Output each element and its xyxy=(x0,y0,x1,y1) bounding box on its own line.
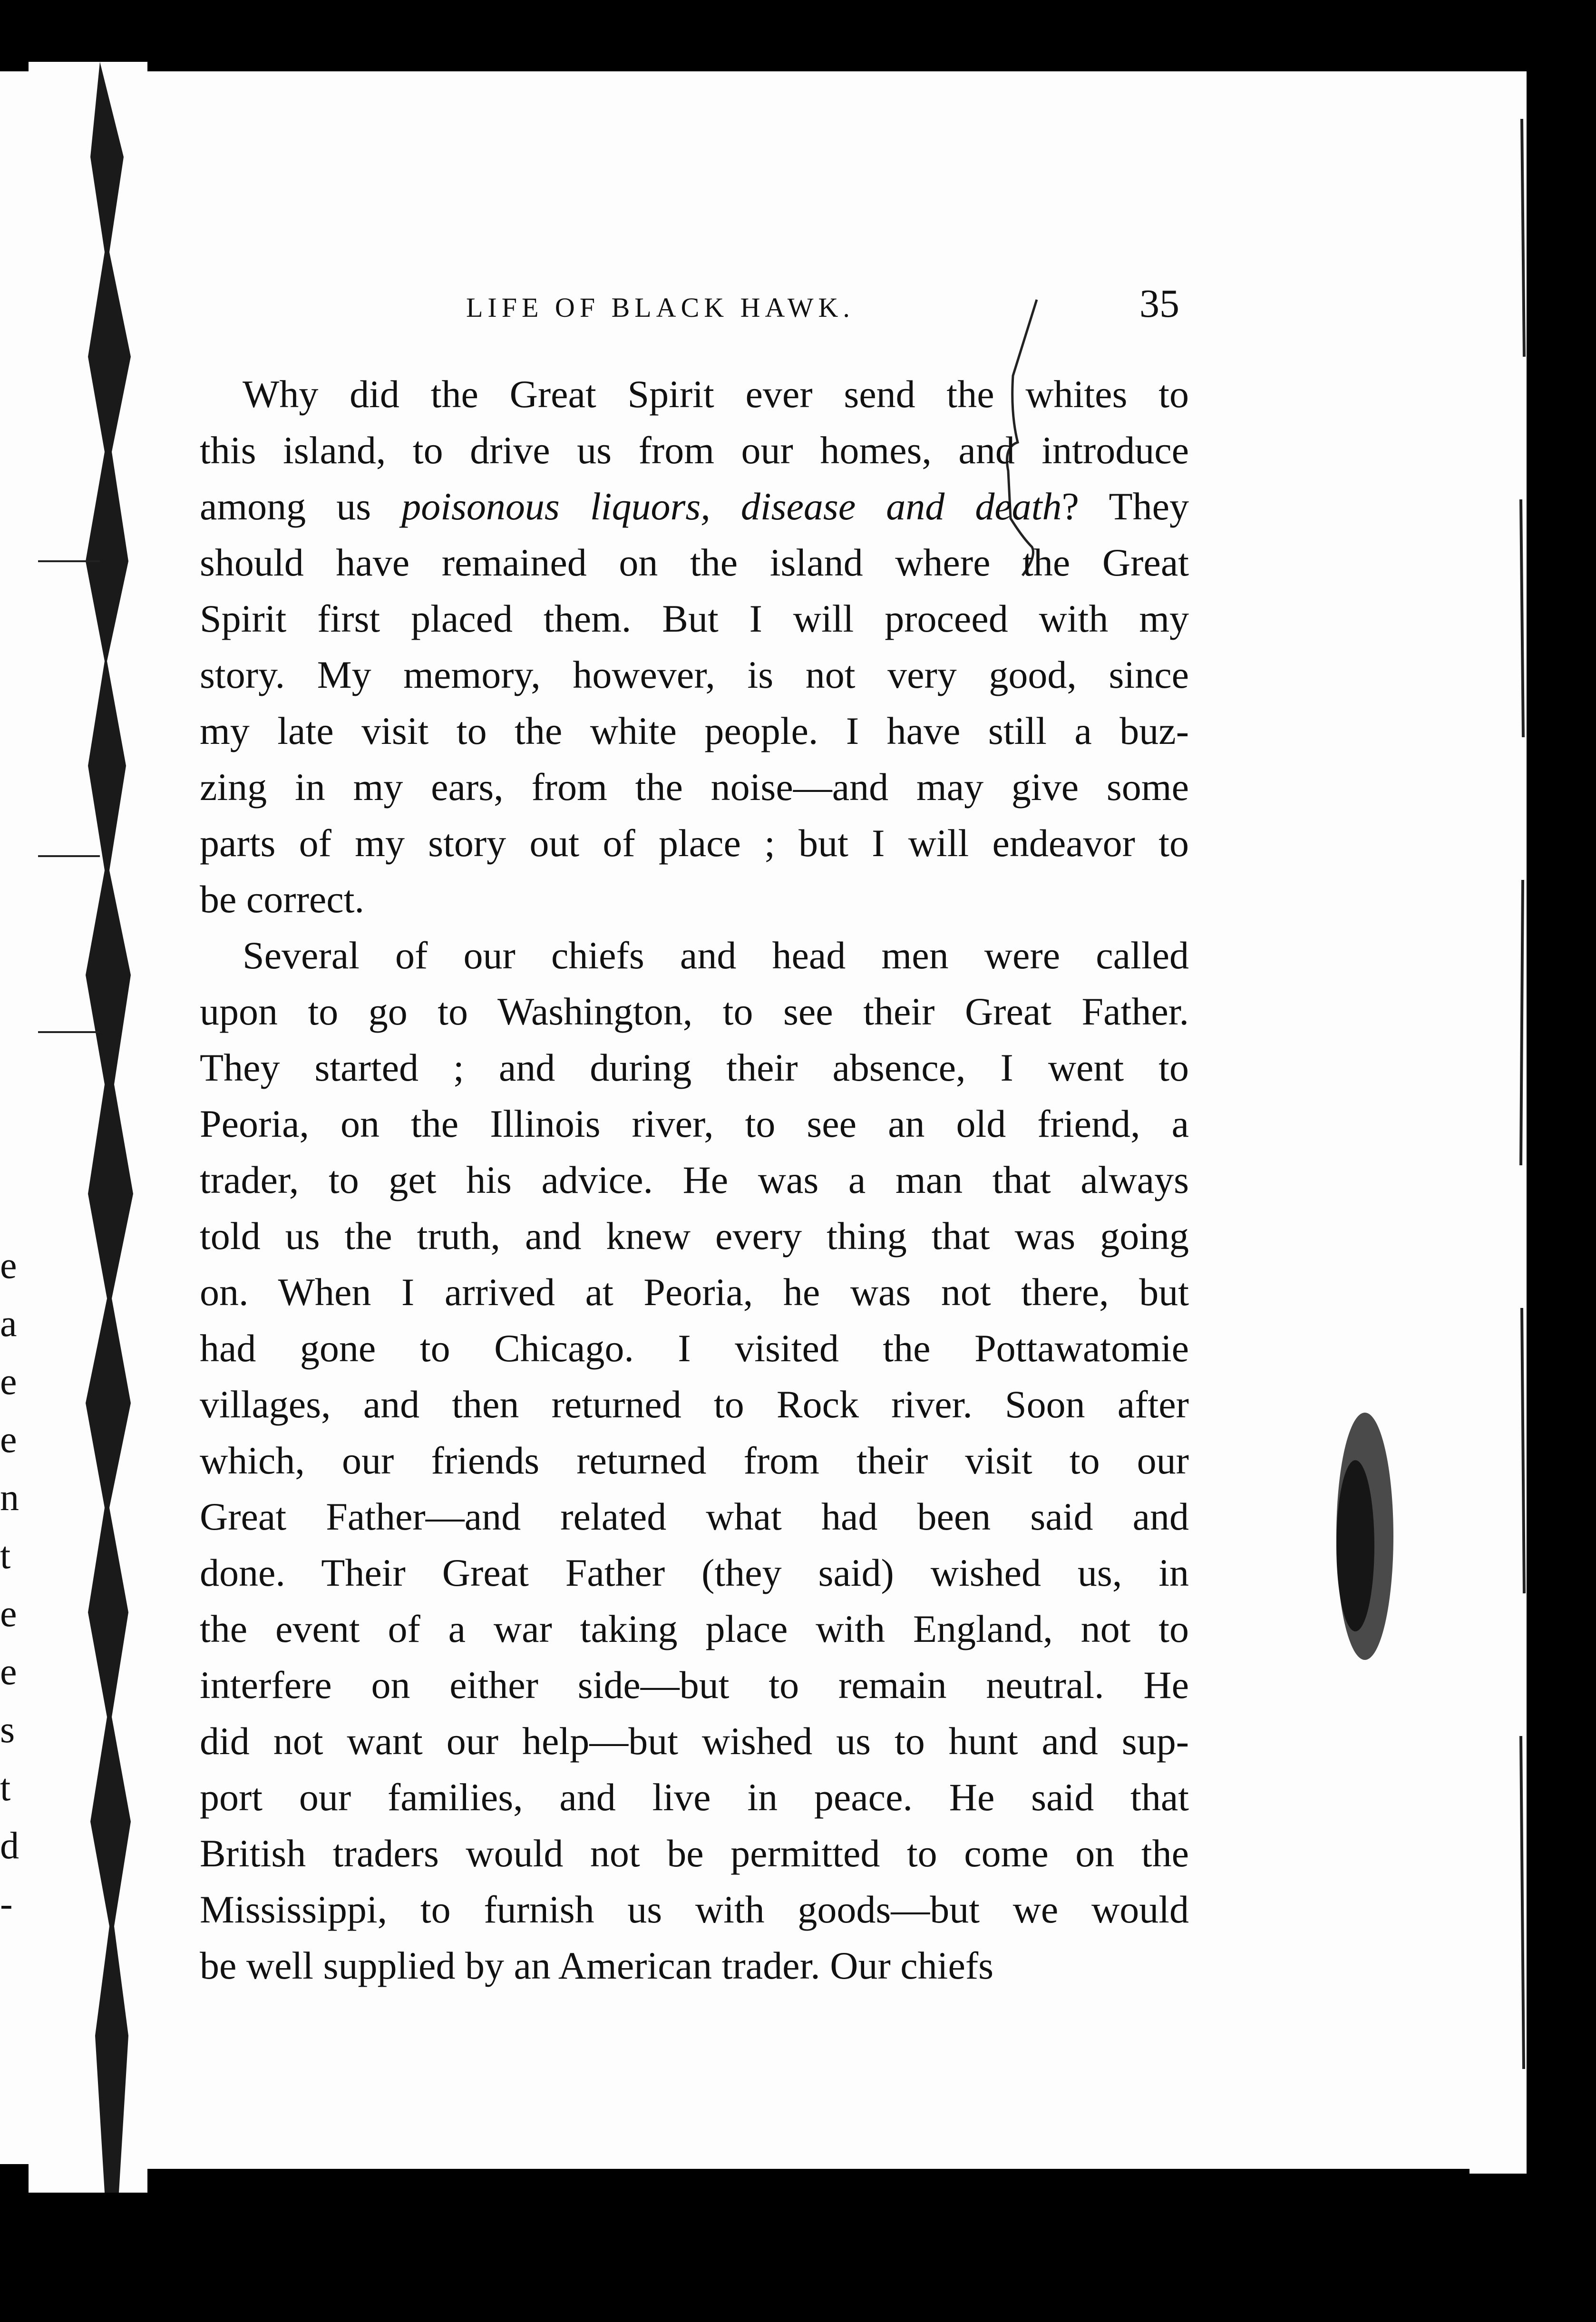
adjacent-page-letter: e xyxy=(0,1361,17,1403)
text-segment: interfere on either side—but to remain neutral. He xyxy=(200,1663,1189,1707)
text-line xyxy=(200,1320,1189,1376)
text-line xyxy=(200,1376,1189,1433)
text-segment: villages, and then returned to Rock river. Soon after xyxy=(200,1383,1189,1426)
text-line xyxy=(200,1040,1189,1096)
text-segment: did not want our help—but wished us to hunt and sup- xyxy=(200,1719,1189,1763)
text-line xyxy=(200,1713,1189,1769)
adjacent-page-letter: a xyxy=(0,1303,17,1345)
adjacent-page-letter: e xyxy=(0,1651,17,1693)
text-segment: ? They xyxy=(1061,485,1189,528)
page-number: 35 xyxy=(1139,282,1179,326)
text-segment: had gone to Chicago. I visited the Pottawatomie xyxy=(200,1327,1189,1370)
adjacent-page-letter: s xyxy=(0,1709,15,1751)
text-segment: Great Father—and related what had been said and xyxy=(200,1495,1189,1538)
text-segment: be well supplied by an American trader. Our chiefs xyxy=(200,1944,994,1987)
text-segment: told us the truth, and knew every thing that was going xyxy=(200,1214,1189,1258)
adjacent-page-letter: t xyxy=(0,1535,11,1577)
text-line xyxy=(200,1601,1189,1657)
adjacent-page-letter: e xyxy=(0,1593,17,1635)
text-segment: be correct. xyxy=(200,878,364,921)
text-segment: trader, to get his advice. He was a man that always xyxy=(200,1158,1189,1201)
text-segment: Why did the Great Spirit ever send the whites to xyxy=(243,372,1189,416)
text-line xyxy=(200,1152,1189,1208)
text-line xyxy=(200,1657,1189,1713)
text-line xyxy=(200,535,1189,591)
text-line xyxy=(200,703,1189,759)
text-segment: parts of my story out of place ; but I will endeavor to xyxy=(200,821,1189,865)
text-segment: which, our friends returned from their visit to our xyxy=(200,1439,1189,1482)
text-segment: should have remained on the island where the Great xyxy=(200,541,1189,584)
text-segment: upon to go to Washington, to see their Great Father. xyxy=(200,990,1189,1033)
adjacent-page-letter: e xyxy=(0,1245,17,1287)
text-segment: among us xyxy=(200,485,402,528)
text-line xyxy=(200,1938,1189,1994)
text-segment: story. My memory, however, is not very good, since xyxy=(200,653,1189,696)
text-line xyxy=(200,871,1189,927)
text-line xyxy=(200,591,1189,647)
text-segment: Spirit first placed them. But I will proceed with my xyxy=(200,597,1189,640)
text-line xyxy=(200,759,1189,815)
text-segment: Peoria, on the Illinois river, to see an old friend, a xyxy=(200,1102,1189,1145)
page-stain xyxy=(1322,1389,1398,1684)
text-line xyxy=(200,1545,1189,1601)
adjacent-page-letter: e xyxy=(0,1419,17,1461)
text-segment: my late visit to the white people. I have still a buz- xyxy=(200,709,1189,752)
adjacent-page-letter: n xyxy=(0,1477,19,1519)
text-line xyxy=(200,1433,1189,1489)
text-line xyxy=(200,1208,1189,1264)
text-line xyxy=(200,1825,1189,1882)
text-segment: Several of our chiefs and head men were called xyxy=(243,934,1189,977)
text-segment: Mississippi, to furnish us with goods—but we would xyxy=(200,1888,1189,1931)
right-page-edge xyxy=(1460,71,1555,2174)
adjacent-page-fragments xyxy=(0,1237,29,1950)
text-segment: the event of a war taking place with England, not to xyxy=(200,1607,1189,1650)
text-line xyxy=(200,647,1189,703)
text-segment: this island, to drive us from our homes, and introduce xyxy=(200,429,1189,472)
text-line xyxy=(200,984,1189,1040)
text-segment: port our families, and live in peace. He said that xyxy=(200,1776,1189,1819)
binding-gutter xyxy=(29,62,147,2193)
text-segment: done. Their Great Father (they said) wished us, in xyxy=(200,1551,1189,1594)
adjacent-page-letter: t xyxy=(0,1767,11,1809)
text-line xyxy=(200,1096,1189,1152)
text-segment: They started ; and during their absence, I went to xyxy=(200,1046,1189,1089)
italic-text-segment: poisonous liquors, disease and death xyxy=(401,485,1062,528)
text-line xyxy=(200,422,1189,478)
text-line xyxy=(200,1264,1189,1320)
text-segment: on. When I arrived at Peoria, he was not there, but xyxy=(200,1270,1189,1314)
adjacent-page-letter: - xyxy=(0,1883,13,1925)
running-head: LIFE OF BLACK HAWK. xyxy=(466,292,855,323)
text-line xyxy=(200,1489,1189,1545)
text-line xyxy=(200,478,1189,535)
text-line xyxy=(200,366,1189,422)
text-line xyxy=(200,927,1189,984)
adjacent-page-letter: d xyxy=(0,1825,19,1867)
text-line xyxy=(200,815,1189,871)
text-line xyxy=(200,1882,1189,1938)
text-line xyxy=(200,1769,1189,1825)
text-segment: zing in my ears, from the noise—and may give some xyxy=(200,765,1189,809)
text-segment: British traders would not be permitted to come on the xyxy=(200,1832,1189,1875)
body-text xyxy=(200,366,1189,1994)
